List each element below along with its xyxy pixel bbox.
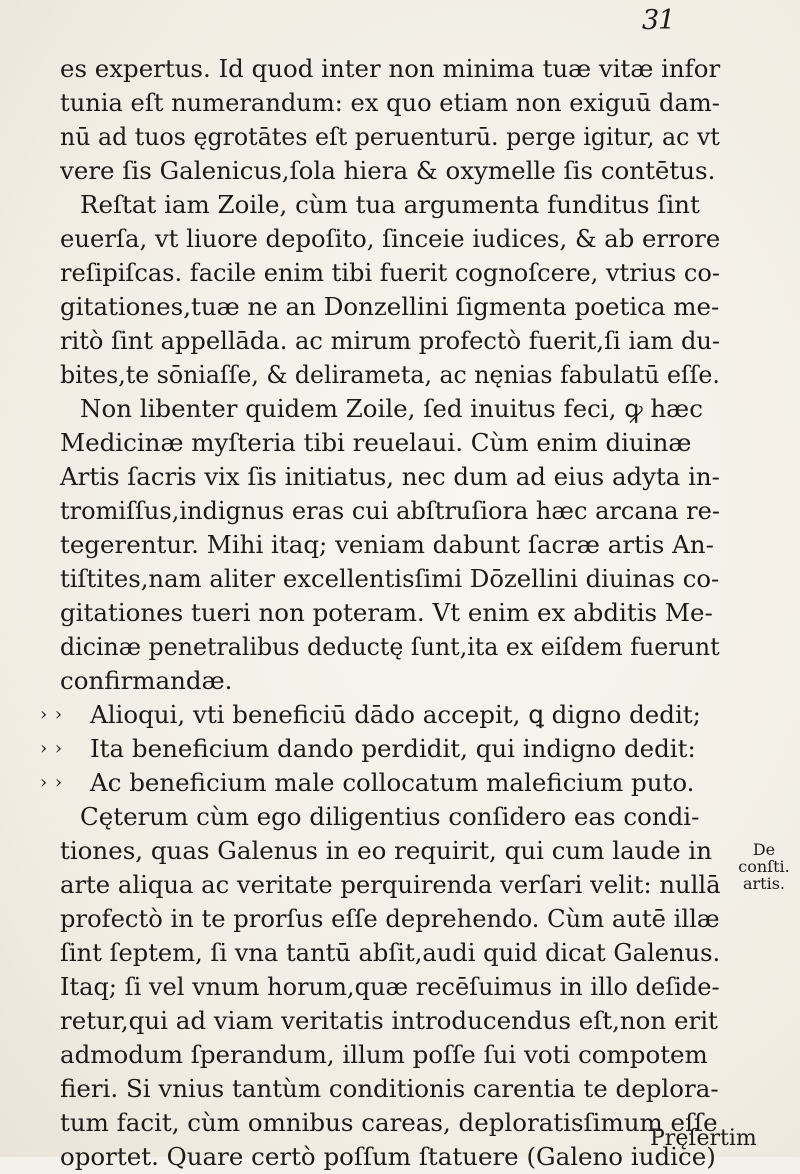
- text-line: confirmandæ.: [60, 666, 233, 695]
- text-line: gitationes tueri non poteram. Vt enim ex abditis Me-: [60, 598, 713, 627]
- text-line: bites,te sōniaſſe, & delirameta, ac nęnias fabulatū eſſe.: [60, 360, 720, 389]
- text-line: ritò ſint appellāda. ac mirum profectò fuerit,ſi iam du-: [60, 326, 721, 355]
- text-line: profectò in te prorſus eſſe deprehendo. Cùm autē illæ: [60, 904, 720, 933]
- verse-line: Ac beneficium male collocatum maleficium puto.: [90, 768, 695, 797]
- text-line: vere ſis Galenicus,ſola hiera & oxymelle ſis contētus.: [60, 156, 716, 185]
- text-line: tegerentur. Mihi itaq; veniam dabunt ſacræ artis An-: [60, 530, 714, 559]
- text-line: Artis ſacris vix ſis initiatus, nec dum ad eius adyta in-: [60, 462, 720, 491]
- margin-note-line: De conſti.: [738, 840, 790, 876]
- text-line: retur,qui ad viam veritatis introducendus eſt,non erit: [60, 1006, 718, 1035]
- text-line: tiones, quas Galenus in eo requirit, qui cum laude in: [60, 836, 713, 865]
- text-line: oportet. Quare certò poſſum ſtatuere (Galeno iudice): [60, 1142, 716, 1171]
- text-line: reſipiſcas. facile enim tibi fuerit cognoſcere, vtrius co-: [60, 258, 720, 287]
- text-line: tum facit, cùm omnibus careas, deploratisſimum eſſe: [60, 1108, 718, 1137]
- text-line: tiſtites,nam aliter excellentisſimi Dōzellini diuinas co-: [60, 564, 720, 593]
- text-line: gitationes,tuæ ne an Donzellini ſigmenta poetica me-: [60, 292, 720, 321]
- catchword: Pręſertim: [650, 1126, 757, 1151]
- text-line: ſint ſeptem, ſi vna tantū abſit,audi quid dicat Galenus.: [60, 938, 721, 967]
- text-line: nū ad tuos ęgrotātes eſt peruenturū. perge igitur, ac vt: [60, 122, 720, 151]
- text-line: euerſa, vt liuore depoſito, ſinceie iudices, & ab errore: [60, 224, 721, 253]
- text-line: Non libenter quidem Zoile, ſed inuitus feci, ꝙ hæc: [80, 394, 703, 423]
- text-line: tunia eſt numerandum: ex quo etiam non exiguū dam-: [60, 88, 720, 117]
- text-line: arte aliqua ac veritate perquirenda verſari velit: nullā: [60, 870, 721, 899]
- text-line: Medicinæ myſteria tibi reuelaui. Cùm enim diuinæ: [60, 428, 692, 457]
- text-line: tromiſſus,indignus eras cui abſtruſiora hæc arcana re-: [60, 496, 720, 525]
- text-line: Cęterum cùm ego diligentius conſidero eas condi-: [80, 802, 700, 831]
- text-line: fieri. Si vnius tantùm conditionis carentia te deplora-: [60, 1074, 719, 1103]
- page-number: 31: [642, 5, 675, 36]
- text-line: Itaq; ſi vel vnum horum,quæ recēſuimus in illo deſide-: [60, 972, 720, 1001]
- margin-note-line: artis.: [742, 874, 786, 893]
- quote-mark: › ›: [40, 704, 64, 725]
- text-line: admodum ſperandum, illum poſſe ſui voti compotem: [60, 1040, 708, 1069]
- margin-note: [730, 841, 798, 892]
- verse-line: Alioqui, vti beneficiū dādo accepit, ꝗ digno dedit;: [90, 700, 701, 729]
- verse-line: Ita beneficium dando perdidit, qui indigno dedit:: [90, 734, 696, 763]
- text-line: es expertus. Id quod inter non minima tuæ vitæ infor: [60, 54, 721, 83]
- quote-mark: › ›: [40, 738, 64, 759]
- text-line: dicinæ penetralibus deductę ſunt,ita ex eiſdem fuerunt: [60, 632, 720, 661]
- text-line: Reſtat iam Zoile, cùm tua argumenta funditus ſint: [80, 190, 700, 219]
- quote-mark: › ›: [40, 772, 64, 793]
